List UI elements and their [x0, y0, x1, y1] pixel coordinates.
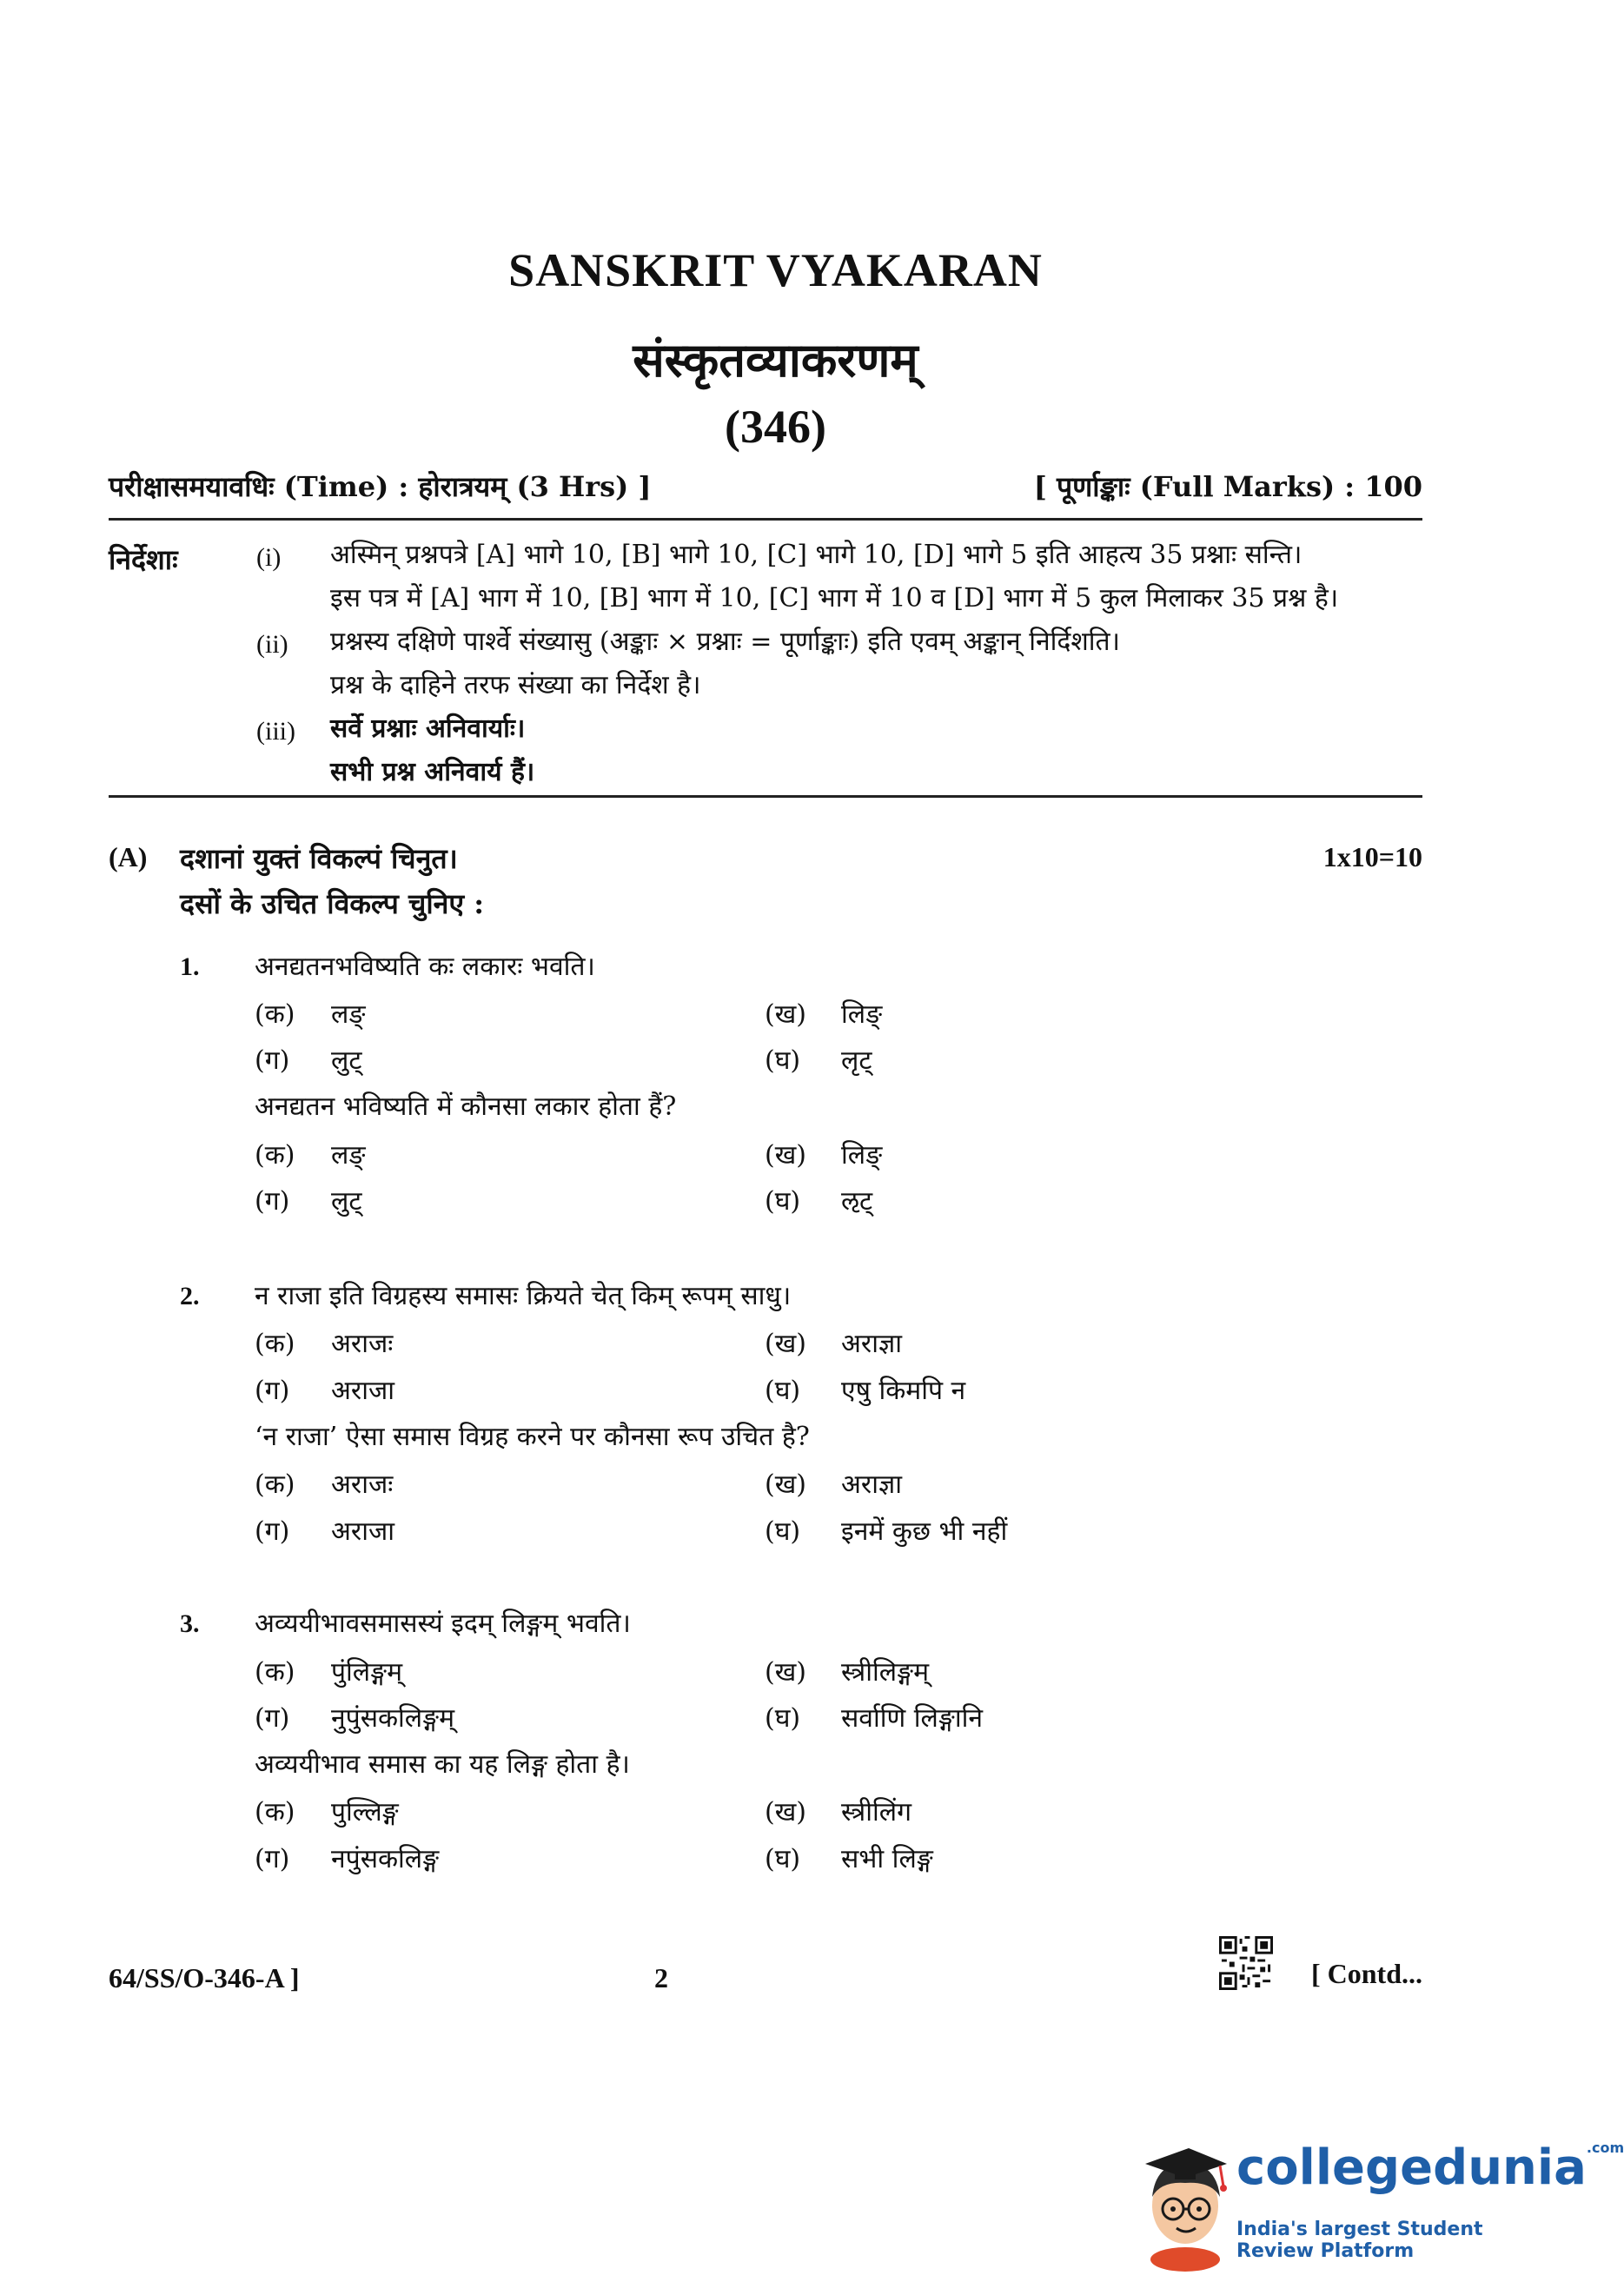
question-text-hindi: अनद्यतन भविष्यति में कौनसा लकार होता हैं?	[255, 1091, 677, 1122]
option-ga	[255, 1041, 361, 1077]
section-marks: 1x10=10	[1322, 841, 1422, 872]
subject-code: (346)	[725, 401, 826, 453]
page-number: 2	[654, 1962, 668, 1993]
instruction-number: (iii)	[256, 717, 295, 746]
option-label: (क)	[255, 1329, 295, 1359]
option-label: (घ)	[765, 1045, 801, 1076]
option-label: (ग)	[255, 1376, 290, 1406]
brand-tagline: India's largest Student Review Platform	[1236, 2219, 1483, 2262]
option-ka	[255, 1324, 393, 1360]
option-kha	[765, 1136, 882, 1171]
option-text: एषु किमपि न	[841, 1376, 966, 1406]
option-label: (क)	[255, 1469, 295, 1500]
option-ka	[255, 1793, 399, 1828]
option-gha	[765, 1182, 872, 1217]
option-text: सभी लिङ्ग	[841, 1844, 933, 1874]
paper-code: 64/SS/O-346-A ]	[109, 1962, 300, 1993]
section-label: (A)	[109, 841, 148, 872]
option-label: (ख)	[765, 1469, 806, 1500]
option-kha	[765, 1465, 902, 1501]
instruction-text: सभी प्रश्न अनिवार्य हैं।	[330, 757, 535, 787]
option-text: अराजः	[331, 1469, 394, 1500]
instruction-text: प्रश्न के दाहिने तरफ संख्या का निर्देश है।	[330, 670, 701, 700]
option-gha	[765, 1699, 983, 1735]
qr-code-icon	[1219, 1936, 1273, 1990]
option-label: (घ)	[765, 1703, 801, 1734]
option-ka	[255, 1653, 402, 1688]
brand-name	[1236, 2139, 1624, 2196]
option-text: स्त्रीलिंग	[841, 1797, 911, 1828]
option-text: नुपुंसकलिङ्गम्	[331, 1703, 455, 1734]
option-text: ऌट्	[841, 1186, 873, 1217]
option-ka	[255, 1465, 393, 1501]
option-text: इनमें कुछ भी नहीं	[841, 1516, 1008, 1547]
time-allowed: परीक्षासमयावधिः (Time) : होरात्रयम् (3 Hrs) ]	[109, 470, 652, 503]
option-text: अराज्ञा	[841, 1329, 902, 1359]
option-label: (क)	[255, 1797, 295, 1828]
section-heading-hindi: दसों के उचित विकल्प चुनिए :	[180, 887, 485, 920]
option-label: (ख)	[765, 1329, 806, 1359]
paper-title-sanskrit: संस्कृतव्याकरणम्	[633, 332, 918, 388]
option-text: अराजा	[331, 1376, 394, 1406]
option-label: (घ)	[765, 1376, 801, 1406]
instruction-text: अस्मिन् प्रश्नपत्रे [A] भागे 10, [B] भागे 10, [C] भागे 10, [D] भागे 5 इति आहत्य 35 प्रश्नाः सन्ति।	[330, 540, 1303, 570]
question-number: 1.	[180, 952, 200, 981]
divider-top	[109, 518, 1422, 521]
option-text: लुट्	[331, 1045, 362, 1076]
brand-suffix: .com	[1586, 2139, 1624, 2156]
option-kha	[765, 995, 882, 1031]
option-kha	[765, 1793, 911, 1828]
instruction-number: (i)	[256, 543, 282, 572]
instruction-text: प्रश्नस्य दक्षिणे पार्श्वे संख्यासु (अङ्काः × प्रश्नाः = पूर्णाङ्काः) इति एवम् अङ्कान् निर्दिशति।	[330, 627, 1120, 657]
question-number: 3.	[180, 1609, 200, 1638]
brand-name-text: collegedunia	[1236, 2139, 1587, 2196]
option-text: लिङ्	[841, 999, 883, 1030]
option-label: (ग)	[255, 1703, 290, 1734]
divider-bottom	[109, 795, 1422, 798]
option-ka	[255, 995, 365, 1031]
option-gha	[765, 1512, 1007, 1548]
option-text: लृट्	[841, 1045, 872, 1076]
option-ga	[255, 1840, 439, 1875]
paper-title-english: SANSKRIT VYAKARAN	[508, 244, 1043, 296]
option-label: (ग)	[255, 1045, 290, 1076]
option-ga	[255, 1699, 454, 1735]
option-text: अराजा	[331, 1516, 394, 1547]
instructions-heading: निर्देशाः	[109, 543, 178, 576]
question-text-sanskrit: अनद्यतनभविष्यति कः लकारः भवति।	[255, 952, 595, 982]
option-text: नपुंसकलिङ्ग	[331, 1844, 440, 1874]
instruction-text: सर्वे प्रश्नाः अनिवार्याः।	[330, 713, 526, 744]
question-number: 2.	[180, 1282, 200, 1310]
option-text: पुंलिङ्गम्	[331, 1657, 403, 1688]
student-mascot-icon	[1137, 2129, 1234, 2268]
option-kha	[765, 1653, 929, 1688]
option-label: (ख)	[765, 1657, 806, 1688]
option-label: (ग)	[255, 1516, 290, 1547]
question-text-hindi: ‘न राजा’ ऐसा समास विग्रह करने पर कौनसा रूप उचित है?	[255, 1422, 810, 1452]
section-heading-sanskrit: दशानां युक्तं विकल्पं चिनुत।	[180, 842, 458, 875]
option-label: (ख)	[765, 1797, 806, 1828]
option-text: अराज्ञा	[841, 1469, 902, 1500]
option-ga	[255, 1182, 361, 1217]
question-text-sanskrit: न राजा इति विग्रहस्य समासः क्रियते चेत् किम् रूपम् साधु।	[255, 1281, 792, 1311]
option-text: पुल्लिङ्ग	[331, 1797, 399, 1828]
option-label: (घ)	[765, 1516, 801, 1547]
option-gha	[765, 1041, 872, 1077]
option-label: (क)	[255, 999, 295, 1030]
option-text: लङ्	[331, 999, 366, 1030]
full-marks: [ पूर्णाङ्काः (Full Marks) : 100	[1033, 470, 1422, 503]
option-label: (ख)	[765, 999, 806, 1030]
option-gha	[765, 1371, 965, 1407]
option-label: (ग)	[255, 1844, 290, 1874]
option-gha	[765, 1840, 933, 1875]
instruction-text: इस पत्र में [A] भाग में 10, [B] भाग में 10, [C] भाग में 10 व [D] भाग में 5 कुल मिलाकर 35 प्रश्न है।	[330, 583, 1339, 614]
option-label: (घ)	[765, 1844, 801, 1874]
option-ga	[255, 1512, 394, 1548]
instruction-number: (ii)	[256, 630, 288, 659]
option-ga	[255, 1371, 394, 1407]
option-text: लिङ्	[841, 1140, 883, 1171]
option-text: अराजः	[331, 1329, 394, 1359]
option-kha	[765, 1324, 902, 1360]
option-label: (क)	[255, 1657, 295, 1688]
option-label: (ख)	[765, 1140, 806, 1171]
option-label: (ग)	[255, 1186, 290, 1217]
option-text: स्त्रीलिङ्गम्	[841, 1657, 930, 1688]
question-text-hindi: अव्ययीभाव समास का यह लिङ्ग होता है।	[255, 1749, 630, 1780]
option-text: सर्वाणि लिङ्गानि	[841, 1703, 984, 1734]
question-text-sanskrit: अव्ययीभावसमासस्यं इदम् लिङ्गम् भवति।	[255, 1609, 631, 1639]
option-text: लङ्	[331, 1140, 366, 1171]
continued-label: [ Contd...	[1310, 1958, 1422, 1989]
option-label: (क)	[255, 1140, 295, 1171]
option-label: (घ)	[765, 1186, 801, 1217]
option-text: लुट्	[331, 1186, 362, 1217]
option-ka	[255, 1136, 365, 1171]
